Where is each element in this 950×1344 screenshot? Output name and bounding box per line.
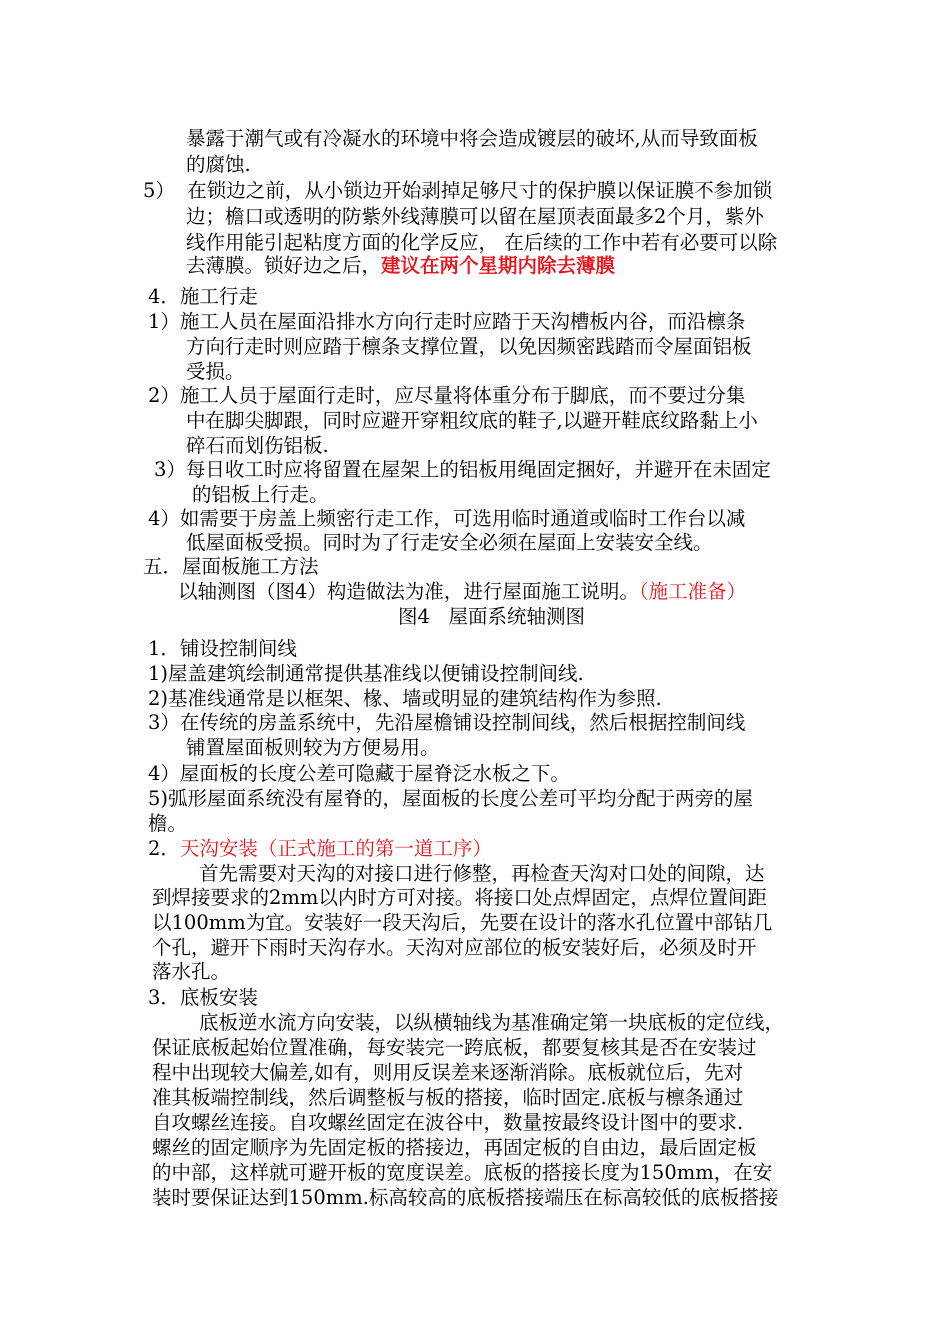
paragraph-line: 以100mm为宜。安装好一段天沟后，先要在设计的落水孔位置中部钻几 bbox=[152, 911, 773, 934]
list-item-line: 3）在传统的房盖系统中，先沿屋檐铺设控制间线，然后根据控制间线 bbox=[148, 711, 746, 734]
paragraph-line: 准其板端控制线，然后调整板与板的搭接，临时固定.底板与檩条通过 bbox=[152, 1086, 744, 1109]
paragraph-line: 铺置屋面板则较为方便易用。 bbox=[186, 736, 440, 759]
section-heading: 4．施工行走 bbox=[148, 285, 258, 308]
paragraph-line: 去薄膜。锁好边之后，建议在两个星期内除去薄膜 bbox=[186, 254, 616, 277]
list-item-line: 4）如需要于房盖上频密行走工作，可选用临时通道或临时工作台以减 bbox=[148, 507, 746, 530]
paragraph-line: 底板逆水流方向安装，以纵横轴线为基准确定第一块底板的定位线， bbox=[199, 1011, 785, 1034]
paragraph-line: 装时要保证达到150mm.标高较高的底板搭接端压在标高较低的底板搭接 bbox=[152, 1186, 779, 1209]
list-item-line: 2）施工人员于屋面行走时，应尽量将体重分布于脚底，而不要过分集 bbox=[148, 384, 746, 407]
figure-caption: 图4 屋面系统轴测图 bbox=[398, 605, 586, 628]
paragraph-line: 的铝板上行走。 bbox=[192, 483, 329, 506]
paragraph-line: 保证底板起始位置准确，每安装完一跨底板，都要复核其是否在安装过 bbox=[152, 1036, 757, 1059]
paragraph-line: 的腐蚀. bbox=[186, 153, 251, 176]
list-item-line: 2)基准线通常是以框架、椽、墙或明显的建筑结构作为参照. bbox=[148, 687, 662, 710]
highlight-text: 建议在两个星期内除去薄膜 bbox=[381, 254, 616, 277]
section-heading: 3．底板安装 bbox=[148, 986, 258, 1009]
paragraph-line: 线作用能引起粘度方面的化学反应， 在后续的工作中若有必要可以除 bbox=[186, 231, 778, 254]
paragraph-line: 暴露于潮气或有冷凝水的环境中将会造成镀层的破坏,从而导致面板 bbox=[186, 127, 758, 150]
paragraph-line: 螺丝的固定顺序为先固定板的搭接边，再固定板的自由边，最后固定板 bbox=[152, 1136, 757, 1159]
paragraph-line: 中在脚尖脚跟，同时应避开穿粗纹底的鞋子,以避开鞋底纹路黏上小 bbox=[186, 409, 758, 432]
paragraph-line: 落水孔。 bbox=[152, 960, 231, 983]
highlight-text: （施工准备） bbox=[638, 580, 747, 603]
list-item-line: 3）每日收工时应将留置在屋架上的铝板用绳固定捆好，并避开在未固定 bbox=[154, 458, 771, 481]
paragraph-line: 以轴测图（图4）构造做法为准，进行屋面施工说明。（施工准备） bbox=[178, 580, 747, 603]
section-heading: 五．屋面板施工方法 bbox=[143, 555, 319, 578]
section-heading: 2．天沟安装（正式施工的第一道工序） bbox=[148, 837, 492, 860]
list-item-line: 5） 在锁边之前，从小锁边开始剥掉足够尺寸的保护膜以保证膜不参加锁 bbox=[143, 179, 773, 202]
paragraph-line: 低屋面板受损。同时为了行走安全必须在屋面上安装安全线。 bbox=[186, 531, 713, 554]
paragraph-line: 受损。 bbox=[186, 360, 245, 383]
paragraph-line: 自攻螺丝连接。自攻螺丝固定在波谷中，数量按最终设计图中的要求. bbox=[152, 1111, 744, 1134]
paragraph-line: 檐。 bbox=[148, 812, 188, 835]
list-item-line: 1）施工人员在屋面沿排水方向行走时应踏于天沟槽板内谷，而沿檩条 bbox=[148, 310, 746, 333]
paragraph-line: 边；檐口或透明的防紫外线薄膜可以留在屋顶表面最多2个月，紫外 bbox=[186, 205, 764, 228]
paragraph-line: 到焊接要求的2mm以内时方可对接。将接口处点焊固定，点焊位置间距 bbox=[152, 886, 767, 909]
list-item-line: 1)屋盖建筑绘制通常提供基准线以便铺设控制间线. bbox=[148, 662, 584, 685]
paragraph-line: 方向行走时则应踏于檩条支撑位置，以免因频密践踏而令屋面铝板 bbox=[186, 335, 752, 358]
paragraph-line: 的中部，这样就可避开板的宽度误差。底板的搭接长度为150mm，在安 bbox=[152, 1161, 773, 1184]
paragraph-line: 首先需要对天沟的对接口进行修整，再检查天沟对口处的间隙，达 bbox=[199, 862, 765, 885]
section-heading: 1．铺设控制间线 bbox=[148, 637, 297, 660]
highlight-text: 天沟安装（正式施工的第一道工序） bbox=[179, 837, 492, 860]
paragraph-line: 个孔，避开下雨时天沟存水。天沟对应部位的板安装好后，必须及时开 bbox=[152, 936, 757, 959]
paragraph-line: 碎石而划伤铝板. bbox=[186, 434, 329, 457]
paragraph-line: 程中出现较大偏差,如有，则用反误差来逐渐消除。底板就位后，先对 bbox=[152, 1061, 744, 1084]
list-item-line: 4）屋面板的长度公差可隐藏于屋脊泛水板之下。 bbox=[148, 762, 570, 785]
list-item-line: 5)弧形屋面系统没有屋脊的，屋面板的长度公差可平均分配于两旁的屋 bbox=[148, 787, 754, 810]
